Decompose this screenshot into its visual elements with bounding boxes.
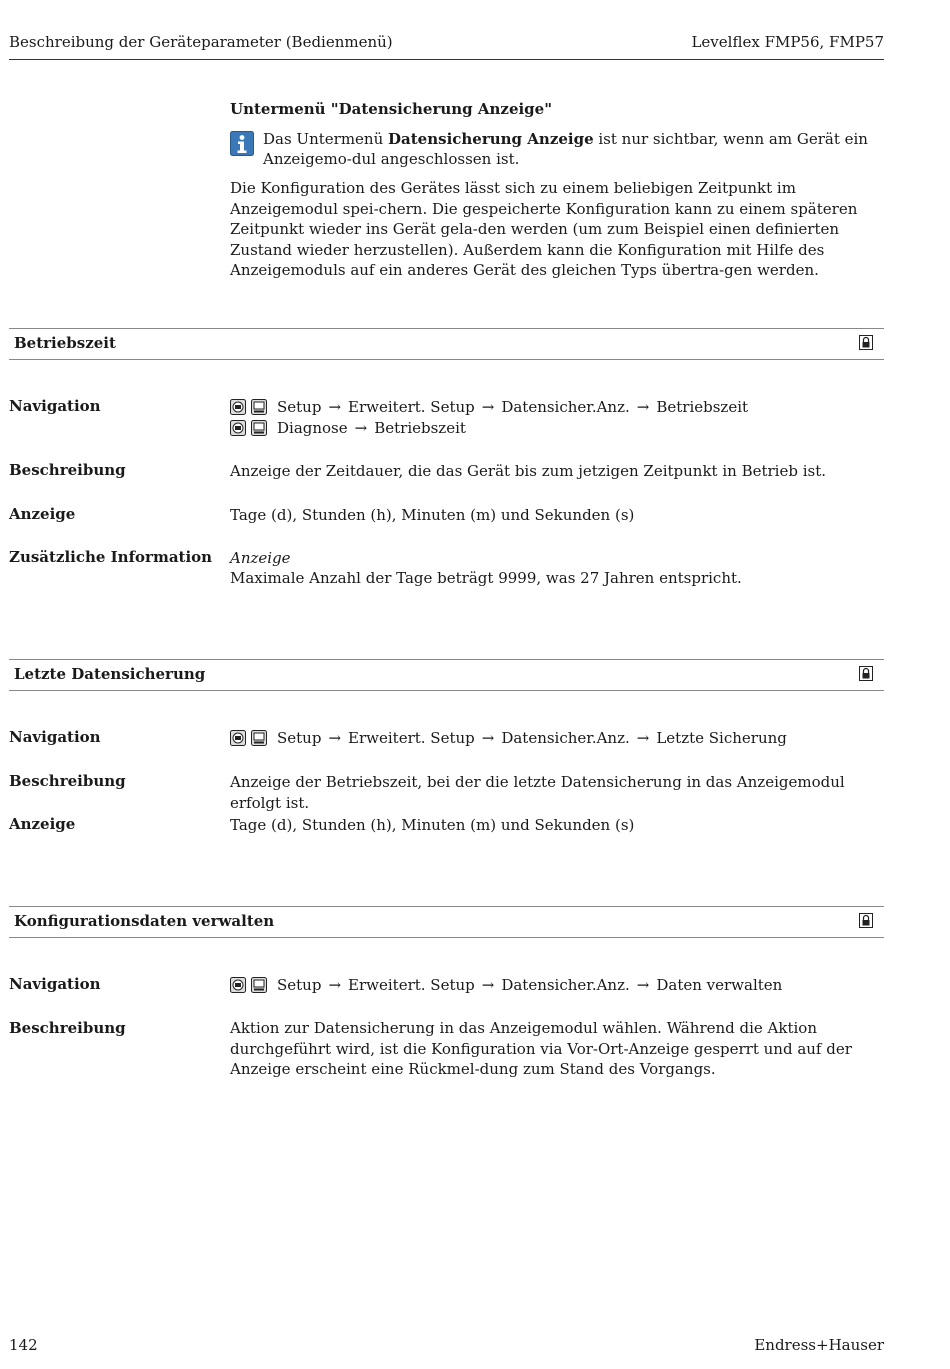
operating-tool-icon	[251, 730, 267, 746]
intro-paragraph: Die Konfiguration des Gerätes lässt sich zu einem beliebigen Zeitpunkt im Anzeigemodul spei-chern. Die gespeicherte Konfiguration kann zu einem späteren Zeitpunkt wieder ins Gerät gela-den werden (um zum Beispiel einen definierten Zustand wieder herzustellen). Außerdem kann die Konfiguration mit Hilfe des Anzeigemoduls auf ein anderes Gerät des gleichen Typs übertra-gen werden.	[230, 179, 858, 279]
nav-step: Datensicher.Anz.	[501, 729, 630, 747]
arrow-right-icon: →	[328, 976, 342, 994]
arrow-right-icon: →	[636, 729, 650, 747]
operating-tool-icon	[251, 977, 267, 993]
navigation-path	[230, 398, 748, 416]
display-module-icon	[230, 977, 246, 993]
arrow-right-icon: →	[636, 398, 650, 416]
info-note	[263, 129, 883, 169]
section-title-konfigurationsdaten-verwalten: Konfigurationsdaten verwalten	[14, 912, 275, 930]
info-note-rest: ist nur sichtbar, wenn am Gerät ein Anzeigemo-dul angeschlossen ist.	[263, 130, 868, 168]
section-title-letzte-datensicherung: Letzte Datensicherung	[14, 665, 206, 683]
footer-company: Endress+Hauser	[754, 1336, 884, 1354]
nav-step: Diagnose	[277, 419, 348, 437]
info-note-emphasis: Datensicherung Anzeige	[388, 130, 594, 148]
navigation-path	[230, 976, 782, 994]
lock-icon	[859, 666, 873, 681]
nav-step: Betriebszeit	[656, 398, 749, 416]
arrow-right-icon: →	[481, 976, 495, 994]
nav-step: Erweitert. Setup	[348, 976, 475, 994]
arrow-right-icon: →	[328, 729, 342, 747]
header-document-title: Beschreibung der Geräteparameter (Bedienmenü)	[9, 33, 393, 51]
navigation-path	[230, 729, 787, 747]
display-text: Tage (d), Stunden (h), Minuten (m) und Sekunden (s)	[230, 506, 635, 524]
display-module-icon	[230, 420, 246, 436]
description-text: Aktion zur Datensicherung in das Anzeigemodul wählen. Während die Aktion durchgeführt wird, ist die Konfiguration via Vor-Ort-Anzeige gesperrt und auf der Anzeige erscheint eine Rückmel-dung zum Stand des Vorgangs.	[230, 1019, 852, 1078]
section-bottom-rule	[9, 937, 884, 938]
header-divider	[9, 59, 884, 60]
section-top-rule	[9, 906, 884, 907]
section-title-betriebszeit: Betriebszeit	[14, 334, 116, 352]
description-label: Beschreibung	[9, 461, 126, 479]
additional-info-text: Maximale Anzahl der Tage beträgt 9999, was 27 Jahren entspricht.	[230, 569, 742, 587]
navigation-path	[230, 419, 466, 437]
navigation-label: Navigation	[9, 975, 101, 993]
description-text: Anzeige der Betriebszeit, bei der die letzte Datensicherung in das Anzeigemodul erfolgt ist.	[230, 773, 845, 812]
description-label: Beschreibung	[9, 772, 126, 790]
info-icon	[230, 131, 254, 156]
additional-info-heading: Anzeige	[230, 549, 291, 567]
display-module-icon	[230, 730, 246, 746]
nav-step: Daten verwalten	[656, 976, 783, 994]
operating-tool-icon	[251, 420, 267, 436]
navigation-label: Navigation	[9, 397, 101, 415]
display-label: Anzeige	[9, 815, 76, 833]
additional-info-label: Zusätzliche Information	[9, 548, 213, 566]
description-label: Beschreibung	[9, 1019, 126, 1037]
arrow-right-icon: →	[481, 729, 495, 747]
arrow-right-icon: →	[354, 419, 368, 437]
section-bottom-rule	[9, 690, 884, 691]
nav-step: Setup	[277, 398, 322, 416]
operating-tool-icon	[251, 399, 267, 415]
arrow-right-icon: →	[636, 976, 650, 994]
nav-step: Setup	[277, 976, 322, 994]
navigation-label: Navigation	[9, 728, 101, 746]
nav-step: Letzte Sicherung	[656, 729, 787, 747]
display-text: Tage (d), Stunden (h), Minuten (m) und Sekunden (s)	[230, 816, 635, 834]
description-text: Anzeige der Zeitdauer, die das Gerät bis zum jetzigen Zeitpunkt in Betrieb ist.	[230, 462, 827, 480]
page-number: 142	[9, 1336, 38, 1354]
lock-icon	[859, 913, 873, 928]
nav-step: Datensicher.Anz.	[501, 976, 630, 994]
section-bottom-rule	[9, 359, 884, 360]
arrow-right-icon: →	[328, 398, 342, 416]
nav-step: Erweitert. Setup	[348, 729, 475, 747]
display-label: Anzeige	[9, 505, 76, 523]
info-note-lead: Das Untermenü	[263, 130, 389, 148]
nav-step: Datensicher.Anz.	[501, 398, 630, 416]
nav-step: Betriebszeit	[374, 419, 466, 437]
submenu-title: Untermenü "Datensicherung Anzeige"	[230, 100, 553, 118]
display-module-icon	[230, 399, 246, 415]
arrow-right-icon: →	[481, 398, 495, 416]
lock-icon	[859, 335, 873, 350]
nav-step: Erweitert. Setup	[348, 398, 475, 416]
section-top-rule	[9, 328, 884, 329]
nav-step: Setup	[277, 729, 322, 747]
header-product-name: Levelflex FMP56, FMP57	[691, 33, 884, 51]
section-top-rule	[9, 659, 884, 660]
